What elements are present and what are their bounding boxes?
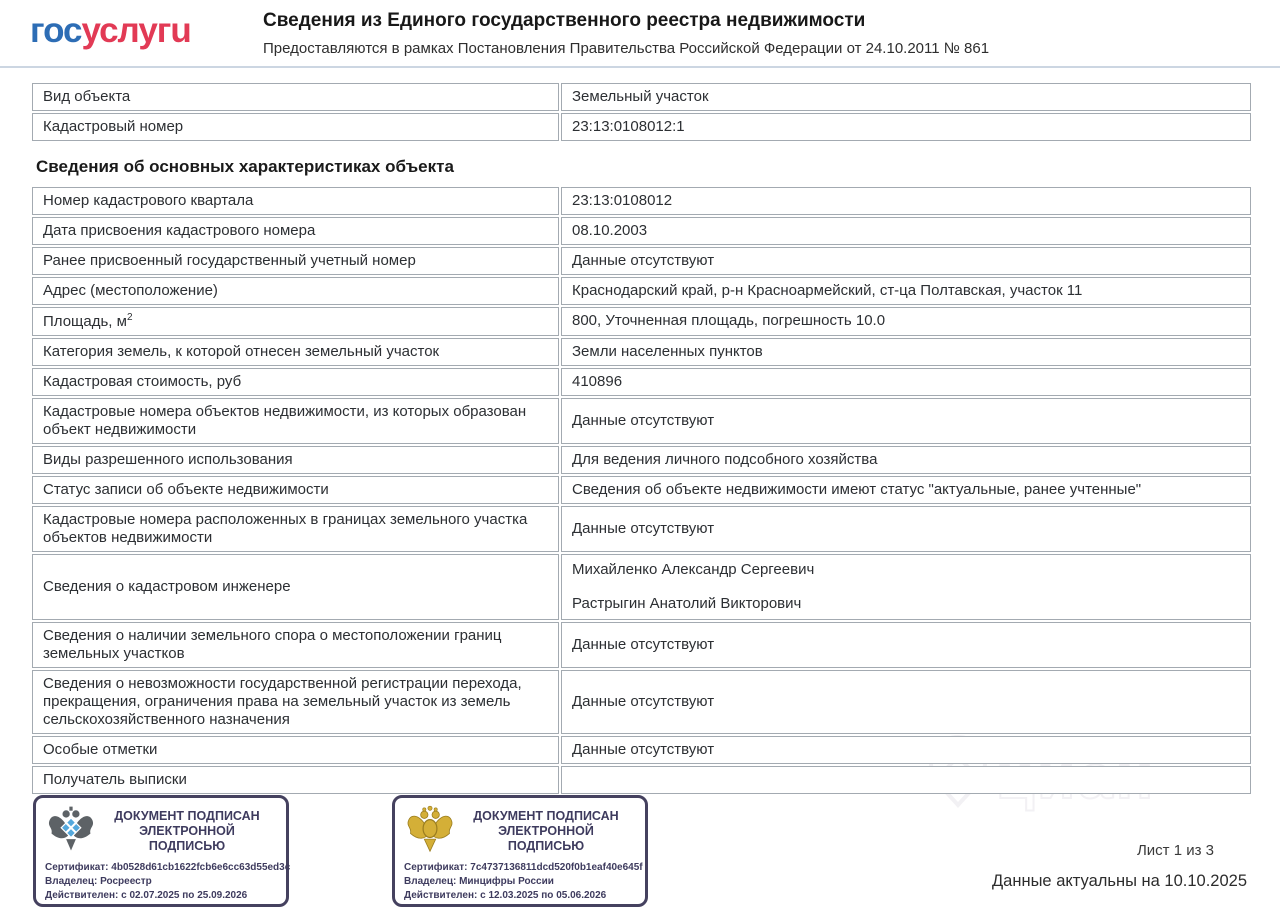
signature-stamp-mintsifry <box>392 795 648 907</box>
table-row <box>32 766 1251 794</box>
row-value-cell <box>561 554 1251 620</box>
row-label-cell: Сведения о наличии земельного спора о местоположении границ земельных участков <box>32 622 559 668</box>
row-label-cell: Виды разрешенного использования <box>32 446 559 474</box>
data-actuality: Данные актуальны на 10.10.2025 <box>992 872 1247 890</box>
document-header <box>0 0 1280 57</box>
table-row <box>32 398 1251 444</box>
stamp-owner: Владелец: Минцифры России <box>404 876 554 887</box>
row-value-cell: Для ведения личного подсобного хозяйства <box>561 446 1251 474</box>
stamp-validity: Действителен: с 02.07.2025 по 25.09.2026 <box>45 890 248 901</box>
engineer-name: Растрыгин Анатолий Викторович <box>572 594 802 612</box>
table-row <box>32 338 1251 366</box>
engineer-name: Михайленко Александр Сергеевич <box>572 560 815 578</box>
table-row <box>32 554 1251 620</box>
row-value-cell: Данные отсутствуют <box>561 670 1251 734</box>
row-value-cell: 800, Уточненная площадь, погрешность 10.0 <box>561 307 1251 336</box>
row-label-cell: Статус записи об объекте недвижимости <box>32 476 559 504</box>
row-label-cell: Сведения о невозможности государственной регистрации перехода, прекращения, ограничения права на земельный участок из земель сельскохозяйственного назначения <box>32 670 559 734</box>
row-label-cell: Дата присвоения кадастрового номера <box>32 217 559 245</box>
row-value-cell: Данные отсутствуют <box>561 506 1251 552</box>
row-label-cell: Ранее присвоенный государственный учетный номер <box>32 247 559 275</box>
table-row <box>32 217 1251 245</box>
row-label-cell: Адрес (местоположение) <box>32 277 559 305</box>
logo-part-gos: гос <box>30 11 82 50</box>
row-value-cell: 23:13:0108012:1 <box>561 113 1251 141</box>
table-row <box>32 247 1251 275</box>
row-value-cell: Данные отсутствуют <box>561 622 1251 668</box>
rosreestr-emblem-icon <box>45 805 97 857</box>
table-row <box>32 187 1251 215</box>
table-row <box>32 476 1251 504</box>
table-row <box>32 307 1251 336</box>
signature-stamp-rosreestr <box>33 795 289 907</box>
row-value-cell: 410896 <box>561 368 1251 396</box>
row-value-cell: Данные отсутствуют <box>561 247 1251 275</box>
stamp-validity: Действителен: с 12.03.2025 по 05.06.2026 <box>404 890 607 901</box>
row-value-cell: Сведения об объекте недвижимости имеют статус "актуальные, ранее учтенные" <box>561 476 1251 504</box>
row-label-cell: Кадастровая стоимость, руб <box>32 368 559 396</box>
stamp-title: ДОКУМЕНТ ПОДПИСАН ЭЛЕКТРОННОЙ ПОДПИСЬЮ <box>114 808 260 853</box>
row-value-cell: Земли населенных пунктов <box>561 338 1251 366</box>
stamp-title: ДОКУМЕНТ ПОДПИСАН ЭЛЕКТРОННОЙ ПОДПИСЬЮ <box>473 808 619 853</box>
row-label-cell: Номер кадастрового квартала <box>32 187 559 215</box>
table-row <box>32 446 1251 474</box>
row-label-cell: Сведения о кадастровом инженере <box>32 554 559 620</box>
main-characteristics-table <box>30 185 1253 796</box>
table-row <box>32 83 1251 111</box>
gosuslugi-logo <box>30 12 263 51</box>
row-value-cell <box>561 766 1251 794</box>
row-label-cell: Получатель выписки <box>32 766 559 794</box>
document-subtitle: Предоставляются в рамках Постановления Правительства Российской Федерации от 24.10.2011 № 861 <box>263 39 990 57</box>
row-value-cell: Данные отсутствуют <box>561 398 1251 444</box>
row-value-cell: Земельный участок <box>561 83 1251 111</box>
header-divider <box>0 66 1280 68</box>
table-row <box>32 113 1251 141</box>
row-label-cell: Кадастровый номер <box>32 113 559 141</box>
row-label-cell: Вид объекта <box>32 83 559 111</box>
header-text-block <box>263 10 1252 57</box>
row-label-cell: Кадастровые номера расположенных в границах земельного участка объектов недвижимости <box>32 506 559 552</box>
table-row <box>32 506 1251 552</box>
row-value-cell: 23:13:0108012 <box>561 187 1251 215</box>
stamp-certificate: Сертификат: 7c4737136811dcd520f0b1eaf40e645f <box>404 862 643 873</box>
russia-coat-of-arms-icon <box>404 805 456 857</box>
stamp-certificate-info <box>45 861 291 903</box>
table-row <box>32 736 1251 764</box>
document-title: Сведения из Единого государственного реестра недвижимости <box>263 10 866 31</box>
stamp-certificate: Сертификат: 4b0528d61cb1622fcb6e6cc63d55ed3c <box>45 862 291 873</box>
row-value-cell: 08.10.2003 <box>561 217 1251 245</box>
row-label-cell: Особые отметки <box>32 736 559 764</box>
table-row <box>32 368 1251 396</box>
section-title: Сведения об основных характеристиках объекта <box>36 156 454 176</box>
row-value-cell: Данные отсутствуют <box>561 736 1251 764</box>
stamp-certificate-info <box>404 861 643 903</box>
sheet-number: Лист 1 из 3 <box>1136 842 1214 859</box>
row-value-cell: Краснодарский край, р-н Красноармейский, ст-ца Полтавская, участок 11 <box>561 277 1251 305</box>
table-row <box>32 277 1251 305</box>
row-label-cell: Площадь, $м^2$ <box>32 307 559 336</box>
document-body <box>30 81 1253 796</box>
table-row <box>32 622 1251 668</box>
stamp-owner: Владелец: Росреестр <box>45 876 152 887</box>
table-row <box>32 670 1251 734</box>
row-label-cell: Категория земель, к которой отнесен земельный участок <box>32 338 559 366</box>
object-table <box>30 81 1253 143</box>
row-label-cell: Кадастровые номера объектов недвижимости, из которых образован объект недвижимости <box>32 398 559 444</box>
logo-part-uslugi: услугu <box>81 11 191 50</box>
